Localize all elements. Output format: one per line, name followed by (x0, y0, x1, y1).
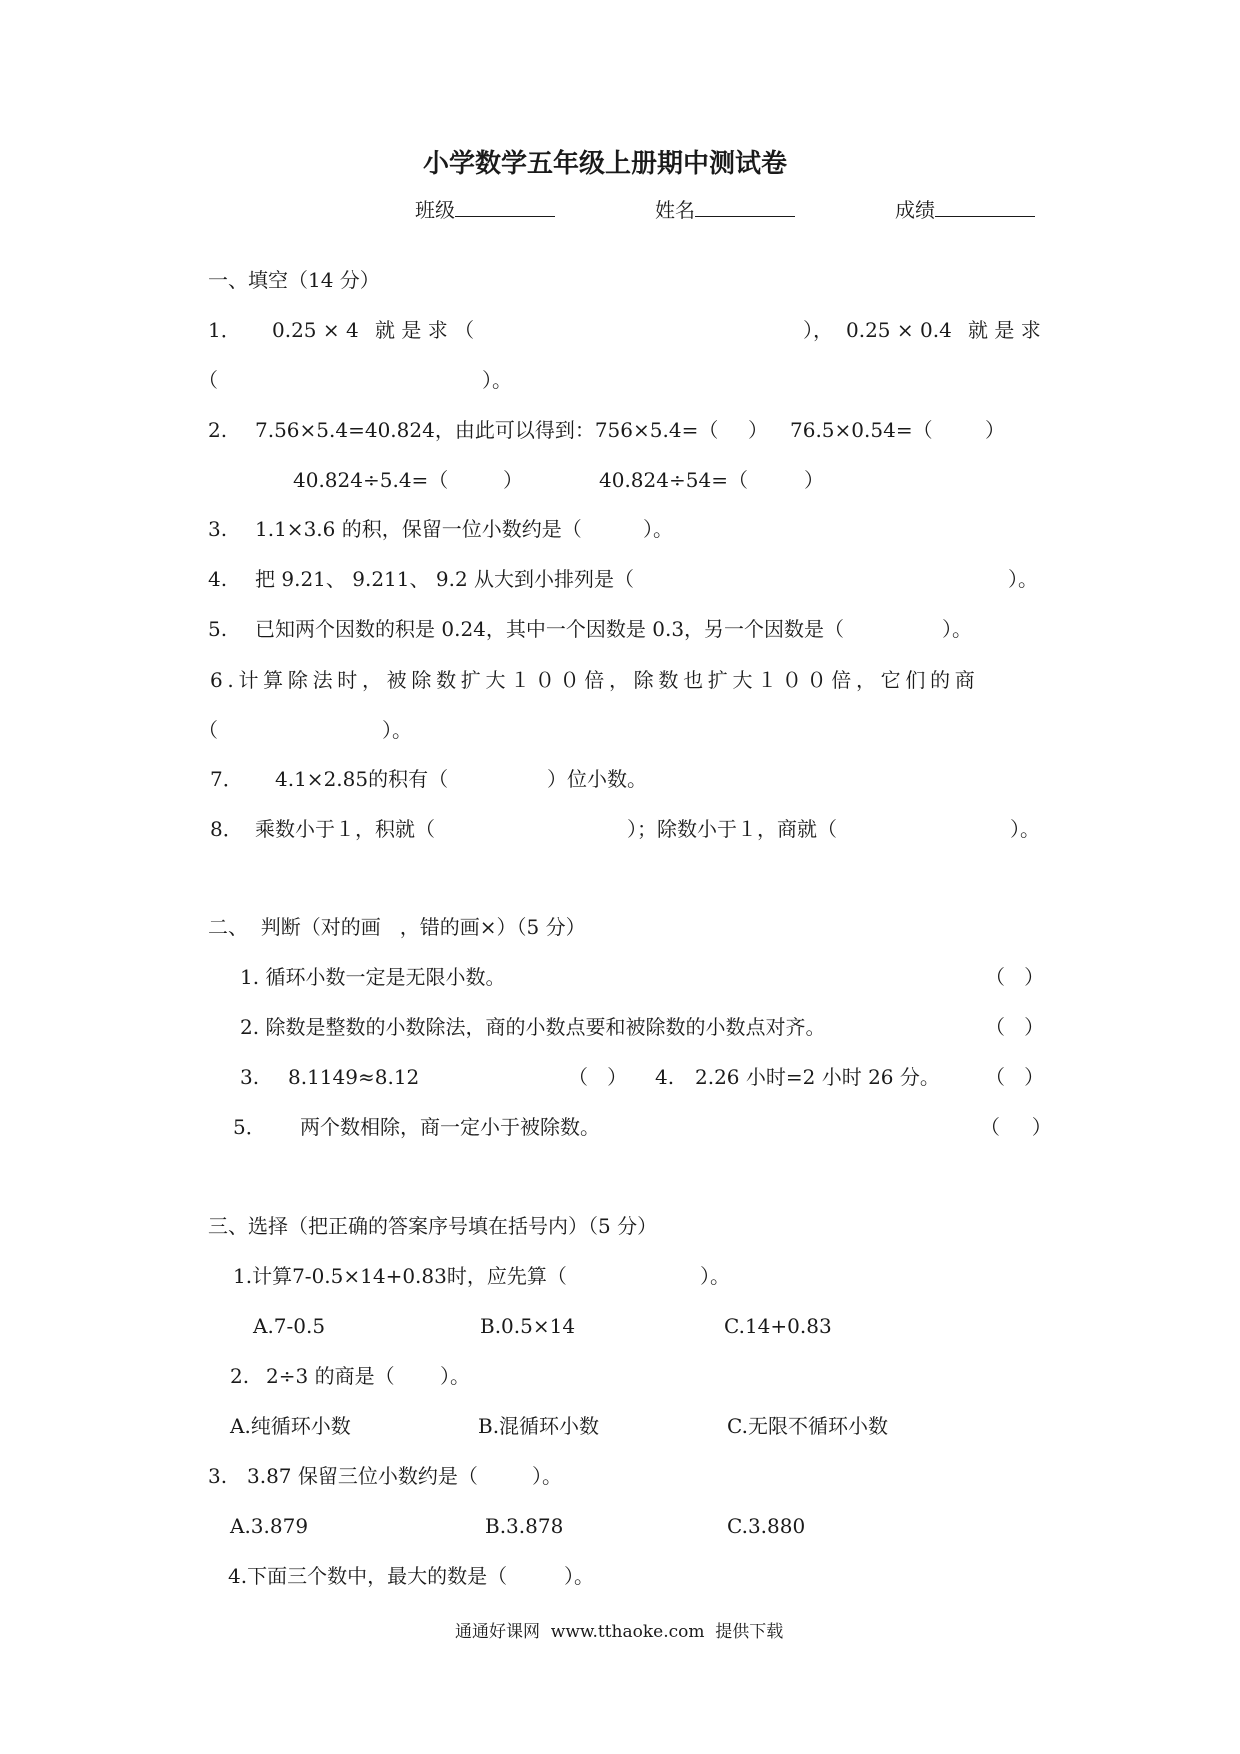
section1-heading: 一、填空（14 分） (208, 268, 380, 292)
score-field (895, 194, 1035, 224)
judge-number-4: 4. (655, 1065, 675, 1089)
judge-item-5: 两个数相除，商一定小于被除数。 (300, 1115, 600, 1139)
choice-q3-option-c[interactable]: C.3.880 (727, 1514, 806, 1538)
choice-q4: 4.下面三个数中，最大的数是（ (228, 1564, 508, 1588)
class-field (415, 194, 555, 224)
q2-text-c: 76.5×0.54=（ (790, 418, 933, 442)
q8-text-b: ）；除数小于１，商就（ (627, 817, 837, 841)
q7-close: ）位小数。 (547, 767, 647, 791)
choice-q1: 1.计算7-0.5×14+0.83时，应先算（ (233, 1264, 567, 1288)
q4-number: 4. (208, 567, 228, 591)
class-label: 班级 (415, 198, 455, 222)
q2-number: 2. (208, 418, 228, 442)
judge-paren-3[interactable]: （ ） (568, 1065, 628, 1089)
name-label: 姓名 (655, 198, 695, 222)
judge-item-2: 2. 除数是整数的小数除法，商的小数点要和被除数的小数点对齐。 (240, 1015, 826, 1039)
choice-q2-option-a[interactable]: A.纯循环小数 (230, 1414, 351, 1438)
judge-item-1: 1. 循环小数一定是无限小数。 (240, 965, 506, 989)
choice-q2-option-c[interactable]: C.无限不循环小数 (727, 1414, 888, 1438)
q3-close: ）。 (643, 517, 673, 541)
judge-number-3: 3. (240, 1065, 260, 1089)
choice-q2: 2÷3 的商是（ (266, 1364, 395, 1388)
choice-q1-option-a[interactable]: A.7-0.5 (253, 1314, 326, 1338)
choice-q3-option-a[interactable]: A.3.879 (230, 1514, 309, 1538)
section2-heading: 二、 判断（对的画 ，错的画×）（5 分） (208, 915, 586, 939)
q1-expr1: 0.25 × 4 (272, 318, 359, 342)
choice-q2-number: 2. (230, 1364, 250, 1388)
q1-close2: ）。 (482, 368, 512, 392)
q1-number: 1． (208, 318, 241, 342)
choice-q2-close: ）。 (440, 1364, 470, 1388)
q4-text: 把 9.21、 9.211、 9.2 从大到小排列是（ (255, 567, 635, 591)
section3-heading: 三、选择（把正确的答案序号填在括号内）（5 分） (208, 1214, 658, 1238)
judge-number-5: 5． (233, 1115, 266, 1139)
judge-item-3: 8.1149≈8.12 (288, 1065, 420, 1089)
judge-paren-5[interactable]: （ ） (980, 1115, 1052, 1139)
q2-text-g: 40.824÷54=（ (599, 468, 748, 492)
choice-q2-option-b[interactable]: B.混循环小数 (478, 1414, 600, 1438)
q3-text: 1.1×3.6 的积，保留一位小数约是（ (255, 517, 582, 541)
judge-item-4: 2.26 小时=2 小时 26 分。 (695, 1065, 940, 1089)
footer-text: 通通好课网 www.tthaoke.com 提供下载 (455, 1622, 784, 1642)
q2-text-a: 7.56×5.4=40.824，由此可以得到：756×5.4=（ (255, 418, 719, 442)
q5-close: ）。 (942, 617, 972, 641)
q8-text-a: 乘数小于１，积就（ (255, 817, 435, 841)
q4-close: ）。 (1008, 567, 1038, 591)
name-field (655, 194, 795, 224)
q3-number: 3. (208, 517, 228, 541)
judge-paren-4[interactable]: （ ） (985, 1065, 1045, 1089)
q1-text1: 就 是 求 （ (375, 318, 475, 342)
class-blank[interactable] (455, 194, 555, 217)
q2-text-e: 40.824÷5.4=（ (293, 468, 449, 492)
judge-paren-1[interactable]: （ ） (985, 965, 1045, 989)
judge-paren-2[interactable]: （ ） (985, 1015, 1045, 1039)
q2-close-g: ） (804, 468, 824, 492)
q2-close-e: ） (503, 468, 523, 492)
q6-open: （ (198, 718, 218, 742)
name-blank[interactable] (695, 194, 795, 217)
q1-expr2: 0.25 × 0.4 (846, 318, 952, 342)
q7-text: 4.1×2.85的积有（ (275, 767, 449, 791)
choice-q3-option-b[interactable]: B.3.878 (485, 1514, 564, 1538)
choice-q3-number: 3. (208, 1464, 228, 1488)
score-blank[interactable] (935, 194, 1035, 217)
choice-q1-option-c[interactable]: C.14+0.83 (724, 1314, 832, 1338)
q2-close-a: ） (748, 418, 768, 442)
q1-open2: （ (198, 368, 218, 392)
q6-text: 6.计算除法时，被除数扩大１００倍，除数也扩大１００倍，它们的商 (210, 668, 980, 692)
q6-close: ）。 (382, 718, 412, 742)
score-label: 成绩 (895, 198, 935, 222)
q1-text2: 就 是 求 (968, 318, 1041, 342)
q5-number: 5. (208, 617, 228, 641)
q1-close1: ）， (803, 318, 833, 342)
q8-close: ）。 (1010, 817, 1040, 841)
page-title: 小学数学五年级上册期中测试卷 (423, 149, 788, 179)
q8-number: 8． (210, 817, 243, 841)
choice-q3: 3.87 保留三位小数约是（ (247, 1464, 478, 1488)
choice-q4-close: ）。 (564, 1564, 594, 1588)
q2-close-c: ） (985, 418, 1005, 442)
choice-q3-close: ）。 (532, 1464, 562, 1488)
choice-q1-close: ）。 (700, 1264, 730, 1288)
choice-q1-option-b[interactable]: B.0.5×14 (480, 1314, 576, 1338)
q5-text: 已知两个因数的积是 0.24，其中一个因数是 0.3，另一个因数是（ (255, 617, 845, 641)
q7-number: 7． (210, 767, 243, 791)
